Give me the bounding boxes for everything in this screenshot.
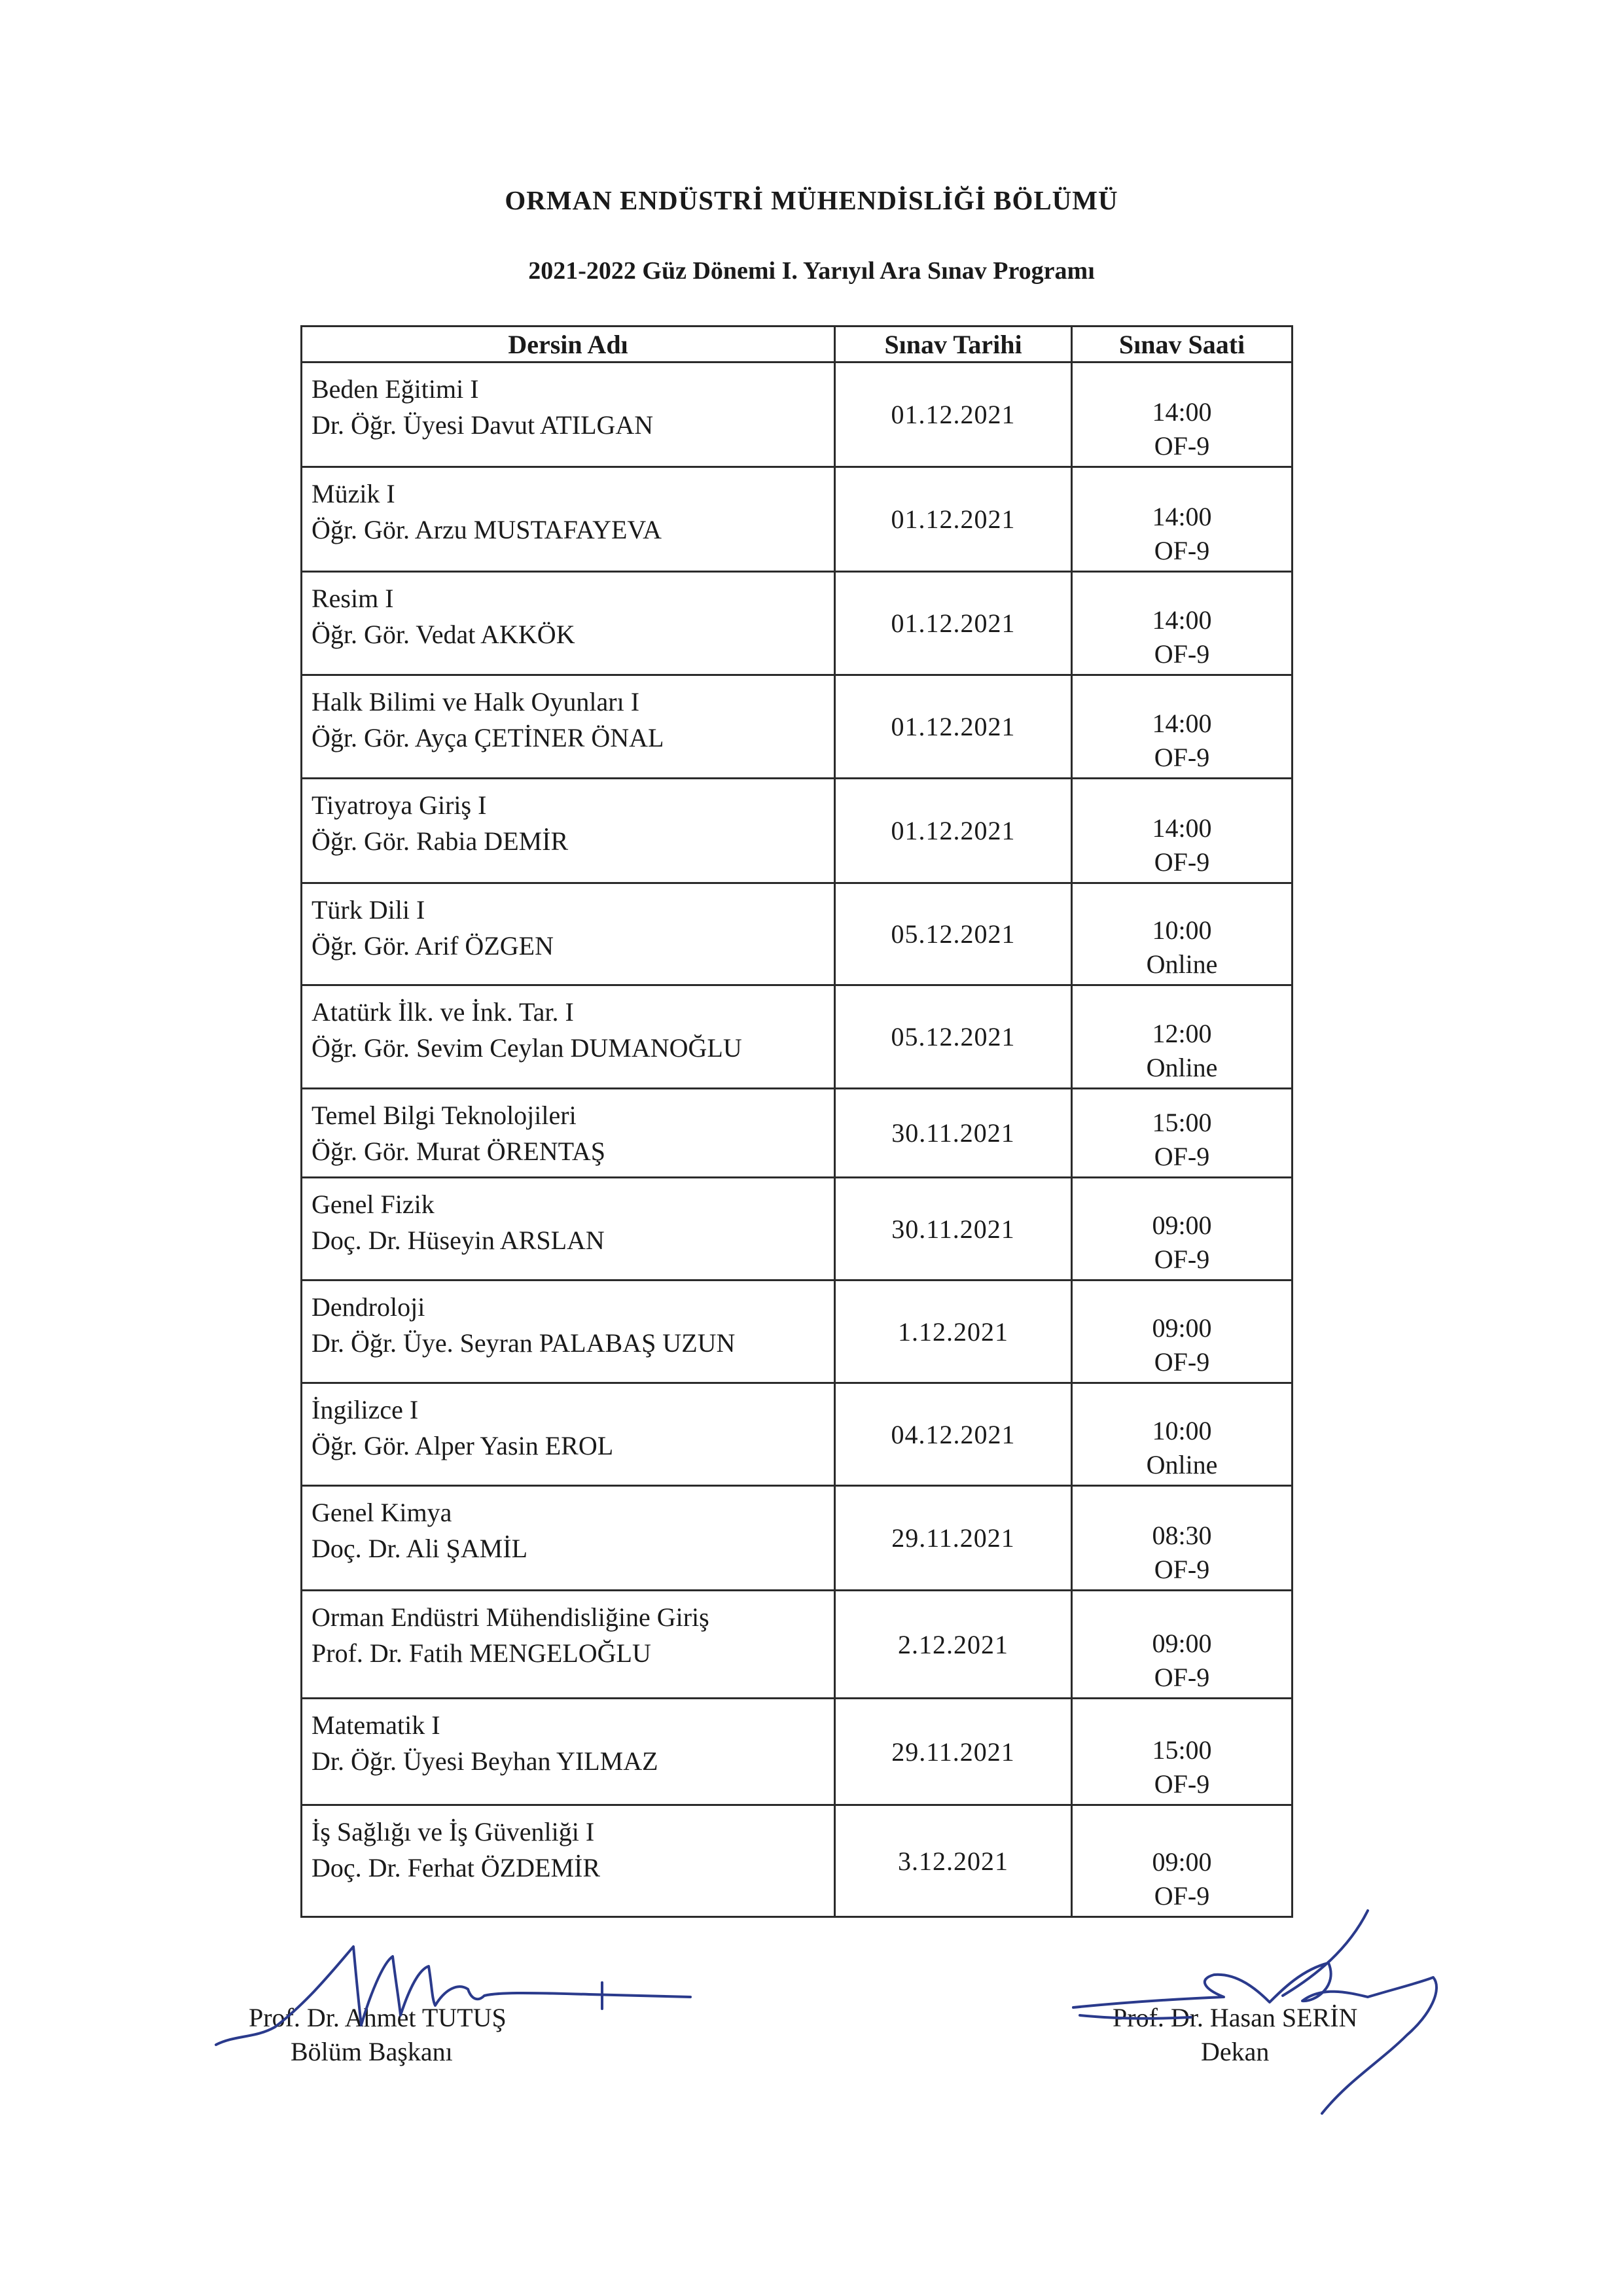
exam-date: 05.12.2021: [835, 883, 1072, 985]
exam-time: 09:00: [1152, 1629, 1212, 1658]
exam-place: OF-9: [1154, 1769, 1210, 1799]
instructor-name: Öğr. Gör. Alper Yasin EROL: [312, 1431, 614, 1460]
instructor-name: Öğr. Gör. Arzu MUSTAFAYEVA: [312, 515, 662, 544]
instructor-name: Doç. Dr. Ali ŞAMİL: [312, 1534, 527, 1563]
exam-time: 14:00: [1152, 605, 1212, 635]
course-name: Halk Bilimi ve Halk Oyunları I: [312, 687, 640, 716]
exam-date: 29.11.2021: [835, 1486, 1072, 1591]
exam-date: 30.11.2021: [835, 1089, 1072, 1178]
exam-time: 14:00: [1152, 813, 1212, 843]
course-name: Tiyatroya Giriş I: [312, 790, 487, 820]
exam-place: OF-9: [1154, 1555, 1210, 1584]
exam-time: 09:00: [1152, 1210, 1212, 1240]
course-name: Atatürk İlk. ve İnk. Tar. I: [312, 997, 574, 1027]
instructor-name: Öğr. Gör. Rabia DEMİR: [312, 826, 569, 856]
column-header-date: Sınav Tarihi: [835, 327, 1072, 362]
instructor-name: Dr. Öğr. Üye. Seyran PALABAŞ UZUN: [312, 1328, 736, 1358]
instructor-name: Dr. Öğr. Üyesi Davut ATILGAN: [312, 410, 654, 440]
course-name: Beden Eğitimi I: [312, 374, 479, 404]
department-title: ORMAN ENDÜSTRİ MÜHENDİSLİĞİ BÖLÜMÜ: [505, 185, 1118, 215]
exam-time: 10:00: [1152, 915, 1212, 945]
instructor-name: Öğr. Gör. Sevim Ceylan DUMANOĞLU: [312, 1033, 742, 1063]
exam-date: 04.12.2021: [835, 1383, 1072, 1486]
exam-time: 14:00: [1152, 397, 1212, 427]
department-head-name: Prof. Dr. Ahmet TUTUŞ: [249, 2003, 507, 2032]
exam-time: 15:00: [1152, 1735, 1212, 1765]
exam-date: 3.12.2021: [835, 1805, 1072, 1917]
exam-time: 14:00: [1152, 502, 1212, 531]
course-name: Dendroloji: [312, 1292, 425, 1322]
exam-place: OF-9: [1154, 536, 1210, 565]
exam-date: 05.12.2021: [835, 985, 1072, 1089]
exam-date: 01.12.2021: [835, 779, 1072, 883]
column-header-time: Sınav Saati: [1072, 327, 1293, 362]
exam-date: 01.12.2021: [835, 362, 1072, 467]
exam-place: OF-9: [1154, 1245, 1210, 1274]
exam-place: Online: [1146, 949, 1218, 979]
exam-time: 09:00: [1152, 1313, 1212, 1343]
course-name: Resim I: [312, 584, 394, 613]
course-name: Orman Endüstri Mühendisliğine Giriş: [312, 1602, 709, 1632]
exam-time: 12:00: [1152, 1019, 1212, 1048]
exam-date: 30.11.2021: [835, 1178, 1072, 1280]
exam-place: OF-9: [1154, 1881, 1210, 1911]
dean-signature: [1073, 1911, 1436, 2113]
course-name: Genel Kimya: [312, 1498, 452, 1527]
column-header-course: Dersin Adı: [302, 327, 835, 362]
exam-program-subtitle: 2021-2022 Güz Dönemi I. Yarıyıl Ara Sınav Programı: [528, 257, 1095, 285]
instructor-name: Öğr. Gör. Murat ÖRENTAŞ: [312, 1137, 606, 1166]
course-name: Matematik I: [312, 1710, 440, 1740]
exam-date: 01.12.2021: [835, 675, 1072, 779]
exam-place: OF-9: [1154, 639, 1210, 669]
exam-place: Online: [1146, 1450, 1218, 1479]
course-name: İş Sağlığı ve İş Güvenliği I: [312, 1817, 595, 1846]
course-name: Temel Bilgi Teknolojileri: [312, 1101, 577, 1130]
exam-place: Online: [1146, 1053, 1218, 1082]
instructor-name: Öğr. Gör. Ayça ÇETİNER ÖNAL: [312, 723, 664, 752]
dean-role: Dekan: [1201, 2037, 1270, 2066]
instructor-name: Prof. Dr. Fatih MENGELOĞLU: [312, 1638, 651, 1668]
course-name: İngilizce I: [312, 1395, 419, 1424]
exam-place: OF-9: [1154, 431, 1210, 461]
exam-place: OF-9: [1154, 847, 1210, 877]
exam-time: 08:30: [1152, 1521, 1212, 1550]
instructor-name: Öğr. Gör. Arif ÖZGEN: [312, 931, 554, 961]
course-name: Genel Fizik: [312, 1190, 435, 1219]
department-head-role: Bölüm Başkanı: [291, 2037, 453, 2066]
exam-time: 10:00: [1152, 1416, 1212, 1445]
exam-place: OF-9: [1154, 1142, 1210, 1171]
exam-time: 15:00: [1152, 1108, 1212, 1137]
department-head-signature: [216, 1947, 690, 2045]
instructor-name: Doç. Dr. Ferhat ÖZDEMİR: [312, 1853, 601, 1882]
exam-date: 2.12.2021: [835, 1591, 1072, 1699]
exam-date: 1.12.2021: [835, 1280, 1072, 1383]
exam-date: 01.12.2021: [835, 467, 1072, 572]
exam-place: OF-9: [1154, 1663, 1210, 1692]
exam-place: OF-9: [1154, 743, 1210, 772]
exam-date: 29.11.2021: [835, 1699, 1072, 1805]
instructor-name: Dr. Öğr. Üyesi Beyhan YILMAZ: [312, 1746, 658, 1776]
exam-time: 14:00: [1152, 709, 1212, 738]
course-name: Türk Dili I: [312, 895, 425, 925]
instructor-name: Öğr. Gör. Vedat AKKÖK: [312, 620, 575, 649]
exam-place: OF-9: [1154, 1347, 1210, 1377]
instructor-name: Doç. Dr. Hüseyin ARSLAN: [312, 1226, 605, 1255]
exam-date: 01.12.2021: [835, 572, 1072, 675]
dean-name: Prof. Dr. Hasan SERİN: [1113, 2003, 1358, 2032]
exam-time: 09:00: [1152, 1847, 1212, 1877]
course-name: Müzik I: [312, 479, 395, 508]
